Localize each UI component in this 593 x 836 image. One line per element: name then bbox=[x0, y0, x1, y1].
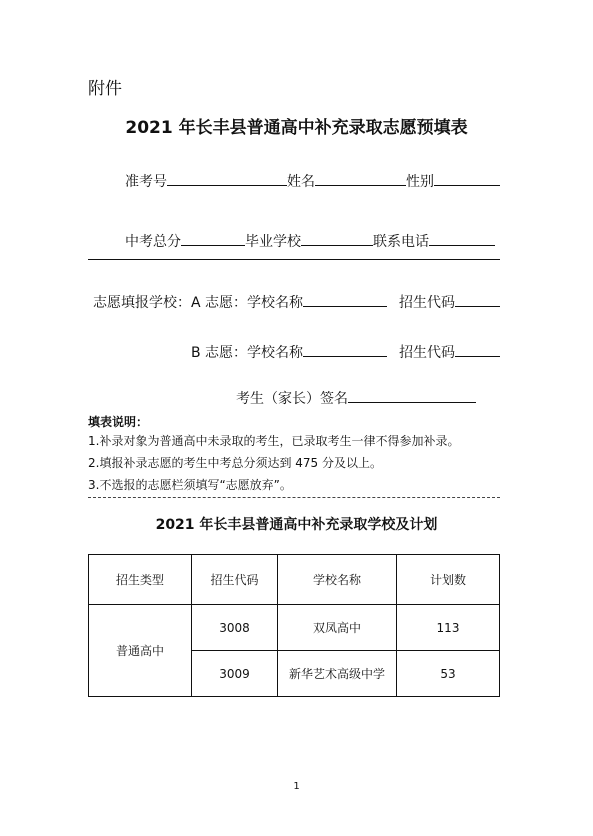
school-cell: 新华艺术高级中学 bbox=[278, 651, 397, 697]
signature-label: 考生（家长）签名 bbox=[236, 391, 348, 407]
exam-no-label: 准考号 bbox=[125, 174, 167, 190]
code-cell: 3008 bbox=[192, 605, 278, 651]
phone-label: 联系电话 bbox=[373, 234, 429, 250]
plan-title: 2021 年长丰县普通高中补充录取学校及计划 bbox=[155, 517, 438, 533]
note-item: 1.补录对象为普通高中未录取的考生，已录取考生一律不得参加补录。 bbox=[88, 434, 460, 448]
header-code: 招生代码 bbox=[192, 555, 278, 605]
note-item: 2.填报补录志愿的考生中考总分须达到 475 分及以上。 bbox=[88, 456, 382, 470]
choice-a-code-field[interactable] bbox=[455, 292, 500, 307]
name-label: 姓名 bbox=[287, 174, 315, 190]
header-school: 学校名称 bbox=[278, 555, 397, 605]
gender-label: 性别 bbox=[406, 174, 434, 190]
signature-row bbox=[236, 388, 476, 408]
personal-info-row bbox=[125, 171, 500, 191]
choice-a-school-field[interactable] bbox=[303, 292, 387, 307]
header-count: 计划数 bbox=[397, 555, 500, 605]
choice-a-row bbox=[93, 292, 500, 312]
dashed-divider bbox=[88, 497, 500, 498]
school-label: 毕业学校 bbox=[245, 234, 301, 250]
choice-a-label: A 志愿：学校名称 bbox=[191, 295, 304, 311]
phone-field[interactable] bbox=[429, 231, 495, 246]
choice-b-row bbox=[191, 342, 500, 362]
choice-b-code-label: 招生代码 bbox=[399, 345, 456, 361]
table-header-row bbox=[89, 555, 500, 605]
total-score-field[interactable] bbox=[181, 231, 245, 246]
category-cell: 普通高中 bbox=[89, 605, 192, 697]
form-title: 2021 年长丰县普通高中补充录取志愿预填表 bbox=[125, 118, 468, 138]
school-field[interactable] bbox=[301, 231, 373, 246]
header-category: 招生类型 bbox=[89, 555, 192, 605]
choice-b-school-field[interactable] bbox=[303, 342, 387, 357]
plan-table bbox=[88, 554, 500, 697]
exam-no-field[interactable] bbox=[167, 171, 287, 186]
notes-heading: 填表说明： bbox=[88, 415, 149, 429]
code-cell: 3009 bbox=[192, 651, 278, 697]
gender-field[interactable] bbox=[434, 171, 500, 186]
page-number: 1 bbox=[293, 781, 300, 792]
note-item: 3.不选报的志愿栏须填写“志愿放弃”。 bbox=[88, 478, 292, 492]
signature-field[interactable] bbox=[348, 388, 476, 403]
score-info-row bbox=[125, 231, 495, 251]
table-row bbox=[89, 605, 500, 651]
choice-b-code-field[interactable] bbox=[455, 342, 500, 357]
school-cell: 双凤高中 bbox=[278, 605, 397, 651]
choice-a-code-label: 招生代码 bbox=[399, 295, 456, 311]
name-field[interactable] bbox=[315, 171, 406, 186]
count-cell: 53 bbox=[397, 651, 500, 697]
attachment-label: 附件 bbox=[88, 79, 122, 99]
section-divider bbox=[88, 259, 500, 260]
count-cell: 113 bbox=[397, 605, 500, 651]
total-score-label: 中考总分 bbox=[125, 234, 181, 250]
choice-label: 志愿填报学校： bbox=[93, 295, 191, 311]
choice-b-label: B 志愿：学校名称 bbox=[191, 345, 304, 361]
